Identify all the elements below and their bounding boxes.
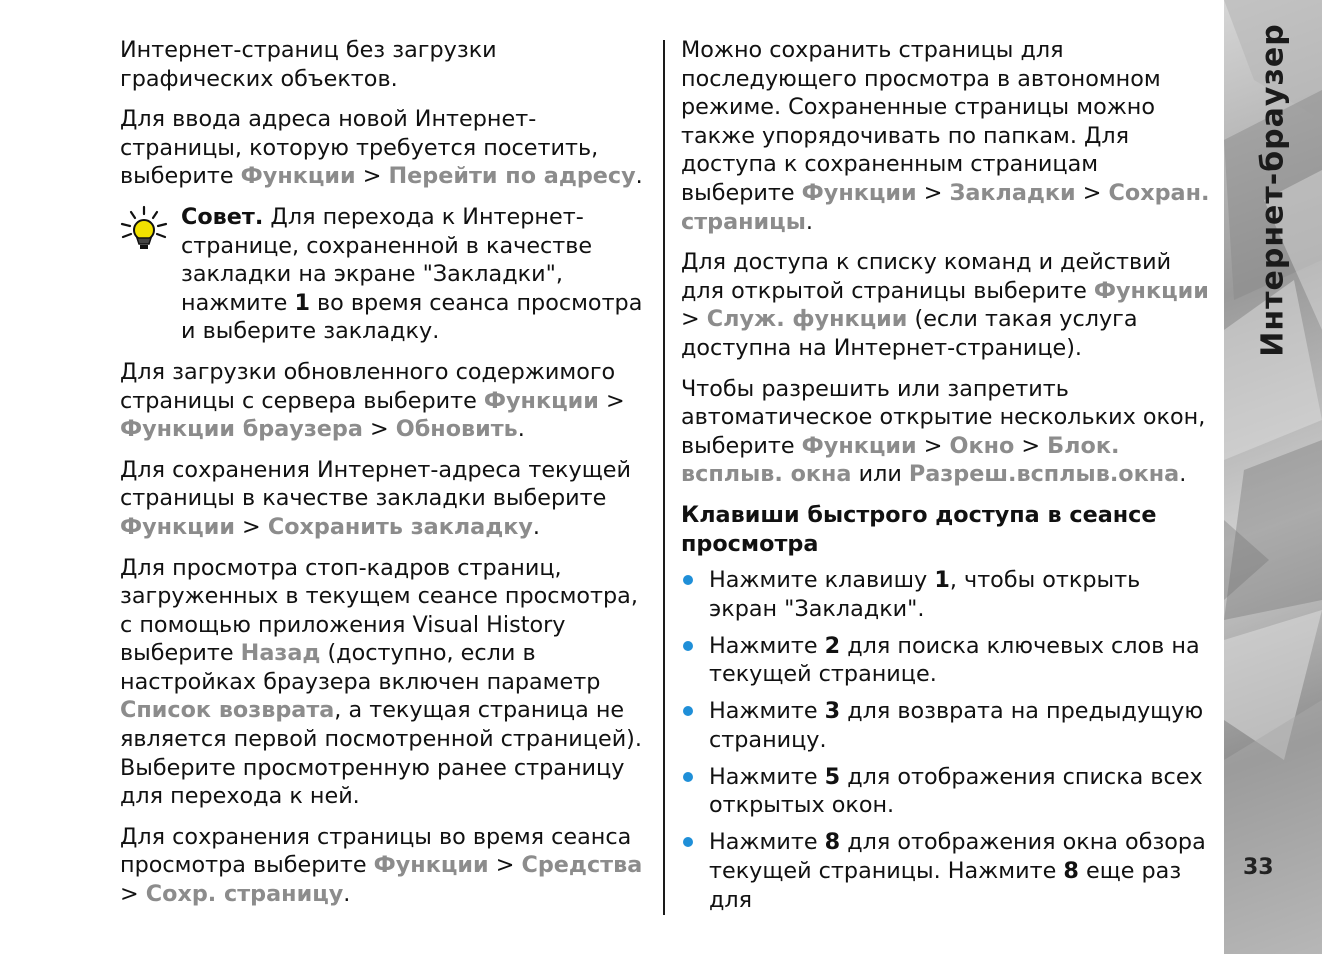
menu-separator: > bbox=[681, 306, 707, 333]
punctuation: . bbox=[343, 881, 351, 908]
key-number: 8 bbox=[1063, 858, 1079, 884]
paragraph bbox=[120, 456, 652, 542]
punctuation: . bbox=[532, 513, 540, 540]
chapter-sidebar bbox=[1224, 0, 1322, 954]
punctuation: . bbox=[517, 416, 525, 443]
key-number: 3 bbox=[824, 698, 841, 725]
menu-separator: > bbox=[1075, 179, 1109, 206]
paragraph-text: (доступно, если в настройках браузера включен параметр bbox=[120, 640, 601, 695]
bullet-icon bbox=[683, 575, 693, 585]
menu-path-item: Разреш.всплыв.окна bbox=[908, 461, 1180, 488]
paragraph bbox=[681, 375, 1213, 489]
item-text: Нажмите bbox=[709, 763, 825, 790]
menu-path-item: Служ. функции bbox=[706, 306, 908, 333]
list-item bbox=[681, 697, 1213, 754]
tip-label: Совет. bbox=[181, 203, 264, 230]
column-divider bbox=[663, 40, 665, 915]
punctuation: . bbox=[1179, 461, 1187, 488]
punctuation: . bbox=[635, 163, 643, 190]
menu-path-item: Функции bbox=[801, 432, 917, 459]
item-text: для поиска ключевых слов на текущей странице. bbox=[709, 632, 1200, 688]
item-text: для возврата на предыдущую страницу. bbox=[709, 698, 1204, 753]
bullet-icon bbox=[683, 641, 693, 651]
left-column bbox=[120, 36, 652, 921]
list-item bbox=[681, 828, 1213, 914]
tip-text: во время сеанса просмотра и выберите закладку. bbox=[181, 289, 643, 345]
menu-separator: > bbox=[355, 163, 389, 190]
item-text: еще раз для bbox=[709, 858, 1182, 913]
menu-path-item: Назад bbox=[240, 640, 321, 667]
paragraph-text: Можно сохранить страницы для последующего просмотра в автономном режиме. Сохраненные страницы можно также упорядочивать по папкам. Для доступа к сохраненным страницам выберите bbox=[681, 37, 1161, 206]
paragraph-text: Для ввода адреса новой Интернет-страницы, которую требуется посетить, выберите bbox=[120, 106, 599, 190]
menu-separator: > bbox=[120, 881, 146, 908]
paragraph-text: , а текущая страница не является первой посмотренной страницей). Выберите просмотренную ранее страницу для перехода к ней. bbox=[120, 697, 642, 810]
paragraph bbox=[120, 823, 652, 909]
menu-path-item: Сохранить закладку bbox=[267, 513, 533, 540]
chapter-title: Интернет-браузер bbox=[1255, 23, 1291, 357]
bullet-icon bbox=[683, 706, 693, 716]
paragraph bbox=[120, 358, 652, 444]
paragraph-text: Чтобы разрешить или запретить автоматическое открытие нескольких окон, выберите bbox=[681, 375, 1206, 459]
menu-separator: > bbox=[598, 387, 625, 414]
shortcut-list bbox=[681, 566, 1213, 914]
paragraph-text: (если такая услуга доступна на Интернет-странице). bbox=[681, 306, 1138, 361]
list-item bbox=[681, 632, 1213, 689]
menu-path-item: Сохр. страницу bbox=[145, 881, 344, 908]
page-number: 33 bbox=[1243, 855, 1274, 880]
menu-path-item: Функции bbox=[1093, 277, 1209, 304]
paragraph-text: Для загрузки обновленного содержимого страницы с сервера выберите bbox=[120, 358, 616, 414]
tip-block bbox=[120, 203, 652, 346]
lightbulb-icon bbox=[120, 205, 168, 253]
key-number: 2 bbox=[824, 632, 841, 659]
item-text: для отображения списка всех открытых окон. bbox=[709, 763, 1203, 819]
section-heading: Клавиши быстрого доступа в сеансе просмотра bbox=[681, 501, 1157, 557]
menu-path-item: Функции bbox=[120, 513, 235, 540]
tip-text: Для перехода к Интернет-странице, сохраненной в качестве закладки на экране "Закладки", нажмите bbox=[181, 203, 593, 316]
paragraph bbox=[120, 554, 652, 811]
list-item bbox=[681, 566, 1213, 623]
paragraph-text: Интернет-страниц без загрузки графических объектов. bbox=[120, 37, 497, 92]
menu-path-item: Окно bbox=[949, 432, 1015, 459]
item-text: Нажмите клавишу bbox=[709, 567, 935, 594]
menu-path-item: Блок. всплыв. окна bbox=[681, 432, 1120, 488]
key-number: 1 bbox=[934, 567, 950, 594]
list-item bbox=[681, 763, 1213, 820]
item-text: , чтобы открыть экран "Закладки". bbox=[709, 567, 1141, 622]
paragraph bbox=[120, 36, 652, 93]
paragraph-text: Для сохранения Интернет-адреса текущей страницы в качестве закладки выберите bbox=[120, 456, 631, 512]
menu-path-item: Обновить bbox=[395, 416, 518, 443]
paragraph-text: Для доступа к списку команд и действий для открытой страницы выберите bbox=[681, 249, 1172, 304]
menu-path-item: Перейти по адресу bbox=[388, 163, 636, 190]
menu-path-item: Функции bbox=[373, 852, 489, 879]
paragraph bbox=[681, 36, 1213, 236]
menu-separator: > bbox=[234, 513, 268, 540]
menu-path-item: Функции bbox=[240, 163, 356, 190]
menu-path-item: Закладки bbox=[949, 179, 1076, 206]
menu-path-item: Средства bbox=[521, 852, 643, 879]
key-number: 8 bbox=[824, 829, 841, 856]
paragraph bbox=[120, 105, 652, 191]
paragraph-text: Для сохранения страницы во время сеанса просмотра выберите bbox=[120, 823, 632, 879]
menu-path-item: Список возврата bbox=[120, 697, 335, 724]
right-column bbox=[681, 36, 1213, 923]
menu-path-item: Функции bbox=[483, 387, 599, 414]
paragraph-text: или bbox=[851, 461, 909, 488]
menu-separator: > bbox=[1014, 432, 1048, 459]
bullet-icon bbox=[683, 837, 693, 847]
item-text: Нажмите bbox=[709, 698, 825, 725]
bullet-icon bbox=[683, 772, 693, 782]
menu-path-item: Функции bbox=[801, 179, 917, 206]
key-number: 1 bbox=[294, 289, 310, 316]
item-text: для отображения окна обзора текущей страницы. Нажмите bbox=[709, 829, 1206, 884]
paragraph-text: Для просмотра стоп-кадров страниц, загруженных в текущем сеансе просмотра, с помощью приложения Visual History выберите bbox=[120, 554, 638, 667]
menu-path-item: Сохран. страницы bbox=[681, 179, 1210, 235]
item-text: Нажмите bbox=[709, 829, 825, 856]
menu-separator: > bbox=[916, 432, 950, 459]
menu-separator: > bbox=[916, 179, 950, 206]
key-number: 5 bbox=[824, 763, 841, 790]
menu-separator: > bbox=[362, 416, 396, 443]
paragraph bbox=[681, 248, 1213, 362]
punctuation: . bbox=[805, 208, 813, 235]
item-text: Нажмите bbox=[709, 632, 825, 659]
menu-separator: > bbox=[488, 852, 522, 879]
menu-path-item: Функции браузера bbox=[120, 416, 363, 443]
